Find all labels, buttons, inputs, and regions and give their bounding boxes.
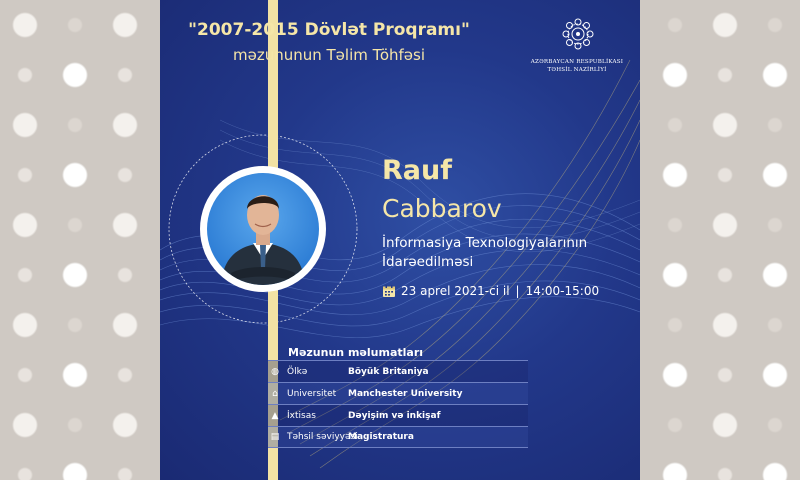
program-title: "2007-2015 Dövlət Proqramı" [188,20,470,40]
ministry-name-line2: TƏHSİL NAZİRLİYİ [547,67,607,73]
info-value-specialty: Dəyişim və inkişaf [348,410,441,421]
graduate-info-title: Məzunun məlumatları [288,346,424,359]
info-row-university [268,382,528,404]
speaker-specialty-line1: İnformasiya Texnologiyalarının [382,235,588,251]
info-value-university: Manchester University [348,388,463,399]
info-row-country [268,360,528,382]
info-label-specialty: İxtisas [287,410,316,421]
certificate-icon: ▤ [270,432,280,442]
info-label-university: Universitet [287,388,337,399]
info-row-education-level [268,426,528,448]
speaker-specialty-line2: İdarəedilməsi [382,254,474,270]
program-subtitle: məzununun Təlim Töhfəsi [232,46,425,64]
ministry-name-line1: AZƏRBAYCAN RESPUBLİKASI [530,59,624,65]
graduation-cap-icon: ▲ [271,410,279,421]
date-time-separator: | [515,284,520,298]
info-label-education-level: Təhsil səviyyəsi [287,432,358,442]
speaker-first-name: Rauf [382,155,452,186]
event-date: 23 aprel 2021-ci il [401,284,510,298]
speaker-photo [207,173,319,285]
info-value-education-level: Magistratura [348,432,414,442]
info-label-country: Ölkə [287,366,308,377]
globe-icon: ◍ [271,366,279,377]
event-date-time [382,284,599,298]
info-value-country: Böyük Britaniya [348,366,429,377]
event-poster [160,0,640,480]
speaker-last-name: Cabbarov [382,194,502,223]
ministry-name [512,58,640,74]
university-icon: ⌂ [272,388,278,399]
event-time: 14:00-15:00 [525,284,600,298]
speaker-portrait-illustration [207,173,319,285]
calendar-icon [382,284,396,298]
ornate-star-emblem-icon [558,14,598,54]
graduate-info-table [268,360,528,448]
speaker-specialty [382,234,592,272]
info-row-specialty [268,404,528,426]
